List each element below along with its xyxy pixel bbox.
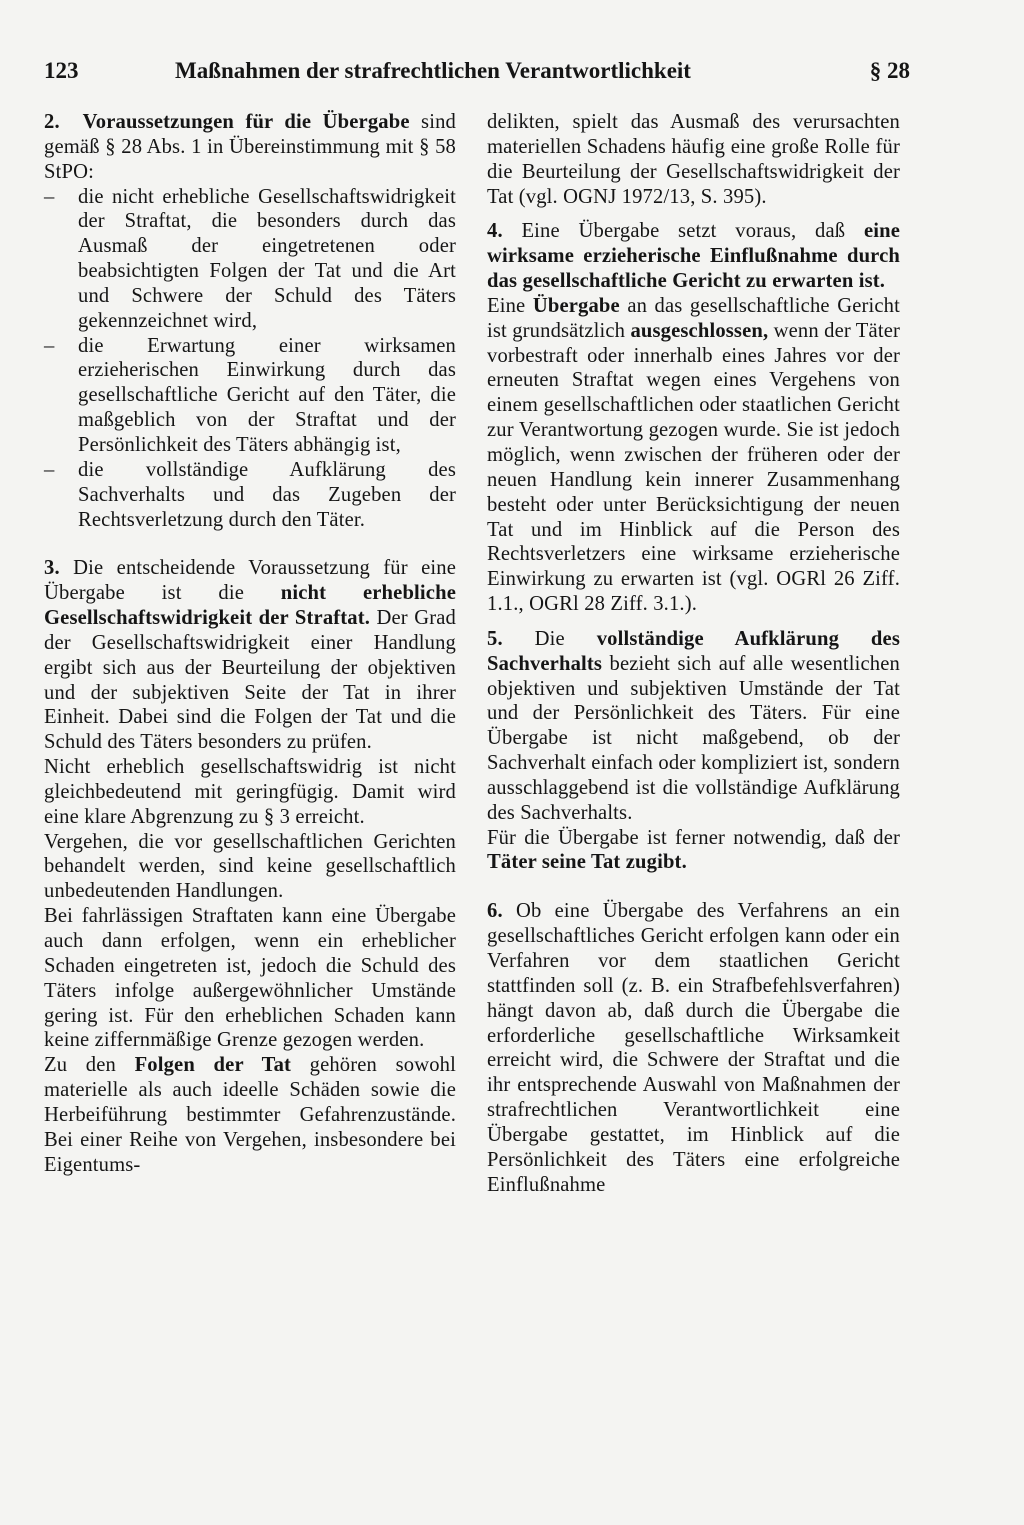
paragraph-text: Für die Übergabe ist ferner notwendig, daß der xyxy=(487,826,900,849)
requirements-list xyxy=(44,185,456,533)
paragraph-text: Zu den xyxy=(44,1054,135,1077)
bold-text: vollständige Aufklärung des Sachverhalts xyxy=(487,627,900,675)
paragraph-text: Nicht erheblich gesellschaftswidrig ist nicht gleichbedeutend mit geringfügig. Damit wird eine klare Abgrenzung zu § 3 erreicht. xyxy=(44,756,456,828)
right-column xyxy=(487,110,900,1197)
paragraph-text: Vergehen, die vor gesellschaftlichen Gerichten behandelt werden, sind keine gesellschaftlich unbedeutenden Handlungen. xyxy=(44,830,456,903)
paragraph-number: 6. xyxy=(487,900,503,923)
paragraph-2 xyxy=(44,110,456,185)
bold-text: Täter seine Tat zugibt. xyxy=(487,851,687,874)
bold-text: Übergabe xyxy=(532,294,620,317)
paragraph-text: wenn der Täter vorbestraft oder innerhalb eines Jahres vor der erneuten Straftat wegen eines Vergehens von einem gesellschaftlichen oder staatlichen Gericht zur Verantwortung gezogen wurde. Sie ist jedoch möglich, wenn zwischen der früheren oder der neuen Handlung kein innerer Zusammenhang besteht oder unter Berücksichtigung der neuen Tat und im Hinblick auf die Person des Rechtsverletzers eine wirksame erzieherische Einwirkung zu erwarten ist (vgl. OGRl 26 Ziff. 1.1., OGRl 28 Ziff. 3.1.). xyxy=(487,319,900,616)
left-column xyxy=(44,110,456,1177)
bold-text: eine wirksame erzieherische Einflußnahme durch das gesellschaftliche Gericht zu erwarten ist. xyxy=(487,220,900,293)
paragraph-text: Der Grad der Gesellschaftswidrigkeit einer Handlung ergibt sich aus der Beurteilung der objektiven und der subjektiven Seite der Tat in ihrer Einheit. Dabei sind die Folgen der Tat und die Schuld des Täters besonders zu prüfen. xyxy=(44,607,456,754)
paragraph-text: bezieht sich auf alle wesentlichen objektiven und subjektiven Umstände der Tat und der Persönlichkeit des Täters. Für eine Übergabe ist nicht maßgebend, ob der Sachverhalt einfach oder kompliziert ist, sondern ausschlaggebend ist die vollständige Aufklärung des Sachverhalts. xyxy=(487,652,900,824)
paragraph-5 xyxy=(487,627,900,826)
paragraph-text: Eine Übergabe setzt voraus, daß xyxy=(502,220,864,243)
section-number: § 28 xyxy=(869,58,910,83)
paragraph-number: 2. xyxy=(44,111,60,133)
paragraph-number: 3. xyxy=(44,557,60,580)
paragraph-text: Eine xyxy=(487,294,533,317)
paragraph-text xyxy=(487,294,900,617)
bold-text: nicht erhebliche Gesellschaftswidrigkeit der Straftat. xyxy=(44,582,456,630)
paragraph-text: Bei fahrlässigen Straftaten kann eine Übergabe auch dann erfolgen, wenn ein erheblicher Schaden eingetreten ist, jedoch die Schuld des Täters infolge außergewöhnlicher Umstände gering ist. Für den erheblichen Schaden kann keine ziffernmäßige Grenze gezogen werden. xyxy=(44,905,456,1052)
bold-text: Folgen der Tat xyxy=(134,1054,292,1077)
list-item: – die nicht erhebliche Gesellschaftswidrigkeit der Straftat, die besonders durch das Ausmaß der eingetretenen oder beabsichtigten Folgen der Tat und die Art und Schwere der Schuld des Täters gekennzeichnet wird, xyxy=(44,185,456,334)
paragraph-text: Die xyxy=(502,627,597,650)
paragraph-text: gehören sowohl materielle als auch ideelle Schäden sowie die Herbeiführung bestimmter Gefahrenzustände. Bei einer Reihe von Vergehen, insbesondere bei Eigentums- xyxy=(44,1054,456,1176)
paragraph-text xyxy=(44,1053,456,1177)
page-header xyxy=(44,58,910,94)
paragraph-text: sind gemäß § 28 Abs. 1 in Übereinstimmung mit § 58 StPO: xyxy=(44,111,456,183)
paragraph-text xyxy=(487,826,900,876)
paragraph-number: 4. xyxy=(487,220,503,243)
list-item: – die Erwartung einer wirksamen erzieherischen Einwirkung durch das gesellschaftliche Gericht auf den Täter, die maßgeblich von der Straftat und der Persönlichkeit des Täters abhängig ist, xyxy=(44,334,456,458)
paragraph-text: an das gesellschaftliche Gericht ist grundsätzlich xyxy=(487,294,900,342)
running-title: Maßnahmen der strafrechtlichen Verantwortlichkeit xyxy=(175,58,691,83)
bold-text: ausgeschlossen, xyxy=(630,319,769,342)
paragraph-text: Die entscheidende Voraussetzung für eine Übergabe ist die xyxy=(44,557,456,605)
bold-text: Voraussetzungen für die Übergabe xyxy=(82,111,410,133)
list-item: – die vollständige Aufklärung des Sachverhalts und das Zugeben der Rechtsverletzung durch den Täter. xyxy=(44,458,456,533)
paragraph-4 xyxy=(487,219,900,294)
page-number: 123 xyxy=(44,58,79,83)
paragraph-continuation: delikten, spielt das Ausmaß des verursachten materiellen Schadens häufig eine große Rolle für die Beurteilung der Gesellschaftswidrigkeit der Tat (vgl. OGNJ 1972/13, S. 395). xyxy=(487,111,900,208)
paragraph-number: 5. xyxy=(487,627,503,650)
paragraph-text: Ob eine Übergabe des Verfahrens an ein gesellschaftliches Gericht erfolgen kann oder ein Verfahren vor dem staatlichen Gericht stattfinden soll (z. B. ein Strafbefehlsverfahren) hängt davon ab, daß durch die Übergabe die erforderliche gesellschaftliche Wirksamkeit erreicht wird, die Schwere der Straftat und die ihr entsprechende Auswahl von Maßnahmen der strafrechtlichen Verantwortlichkeit eine Übergabe gestattet, im Hinblick auf die Persönlichkeit des Täters eine erfolgreiche Einflußnahme xyxy=(487,900,900,1196)
paragraph-3 xyxy=(44,556,456,755)
paragraph-6 xyxy=(487,899,900,1197)
